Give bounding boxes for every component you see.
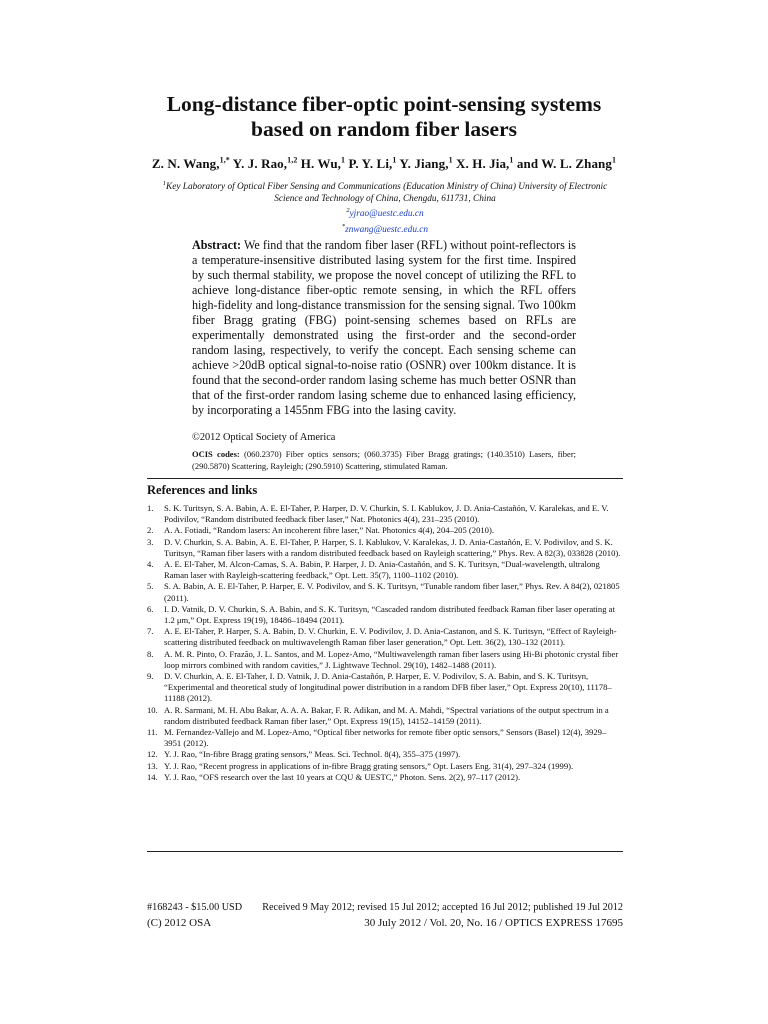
- author: Z. N. Wang,$^{1,*}$: [151, 156, 230, 172]
- osa-copyright: (C) 2012 OSA: [147, 917, 212, 929]
- reference-item: 5. S. A. Babin, A. E. El-Taher, P. Harper, E. V. Podivilov, and S. K. Turitsyn, “Tunable random fiber laser,” Phys. Rev. A 84(2), 021805 (2011).: [147, 581, 620, 603]
- reference-item: 8. A. M. R. Pinto, O. Frazão, J. L. Santos, and M. Lopez-Amo, “Multiwavelength raman fiber lasers using Hi-Bi photonic crystal fiber loop mirrors combined with random cavities,” J. Lightwave Technol. 29(10), 1482–1488 (2011).: [147, 648, 619, 670]
- reference-item: 4. A. E. El-Taher, M. Alcon-Camas, S. A. Babin, P. Harper, J. D. Ania-Castañón, and S. K. Turitsyn, “Dual-wavelength, ultralong Raman laser with Rayleigh-scattering feedback,” Opt. Lett. 35(7), 1100–1102 (2010).: [147, 559, 600, 581]
- abstract-label: Abstract:: [192, 238, 242, 252]
- reference-item: 6. I. D. Vatnik, D. V. Churkin, S. A. Babin, and S. K. Turitsyn, “Cascaded random distributed feedback Raman fiber laser operating at 1.2 μm,” Opt. Express 19(19), 18486–18494 (2011).: [147, 603, 615, 626]
- author: Y. J. Rao,$^{1,2}$: [232, 156, 298, 172]
- divider: [147, 851, 623, 852]
- author-list: [0, 156, 768, 172]
- paper-title: [0, 92, 768, 142]
- reference-item: 7. A. E. El-Taher, P. Harper, S. A. Babin, D. V. Churkin, E. V. Podivilov, J. D. Ania-Castanon, and S. K. Turitsyn, “Effect of Rayleigh-scattering distributed feedback on multiwavelength Raman fiber laser generation,” Opt. Lett. 36(2), 130–132 (2011).: [147, 626, 617, 648]
- article-id: #168243 - $15.00 USD: [147, 902, 243, 913]
- reference-item: 3. D. V. Churkin, S. A. Babin, A. E. El-Taher, P. Harper, S. I. Kablukov, V. Karalekas, J. D. Ania-Castañón, E. V. Podivilov, and S. K. Turitsyn, “Raman fiber lasers with a random distributed feedback based on Rayleigh scattering,” Phys. Rev. A 82(3), 033828 (2010).: [147, 536, 621, 558]
- author: Y. Jiang,$^1$: [399, 156, 453, 172]
- author: X. H. Jia,$^1$: [456, 156, 514, 172]
- email-link[interactable]: znwang@uestc.edu.cn: [345, 224, 429, 235]
- reference-item: 1. S. K. Turitsyn, S. A. Babin, A. E. El-Taher, P. Harper, D. V. Churkin, S. I. Kablukov, J. D. Ania-Castañón, V. Karalekas, and E. V. Podivilov, “Random distributed feedback fiber laser,” Nat. Photonics 4(4), 231–235 (2010).: [147, 503, 609, 525]
- ocis-codes: [192, 448, 576, 472]
- author: P. Y. Li,$^1$: [348, 156, 397, 172]
- reference-item: 13. Y. J. Rao, “Recent progress in applications of in-fibre Bragg grating sensors,” Opt. Lasers Eng. 31(4), 297–324 (1999).: [147, 760, 574, 771]
- journal-citation: 30 July 2012 / Vol. 20, No. 16 / OPTICS EXPRESS 17695: [364, 917, 623, 929]
- ocis-label: OCIS codes:: [192, 449, 240, 459]
- reference-item: 9. D. V. Churkin, A. E. El-Taher, I. D. Vatnik, J. D. Ania-Castañón, P. Harper, E. V. Podivilov, S. A. Babin, and S. K. Turitsyn, “Experimental and theoretical study of longitudinal power distribution in a random DFB fiber laser,” Opt. Express 20(10), 11178–11188 (2012).: [147, 671, 612, 704]
- reference-item: 14. Y. J. Rao, “OFS research over the last 10 years at CQU & UESTC,” Photon. Sens. 2(2), 97–117 (2012).: [147, 771, 521, 782]
- divider: [147, 478, 623, 479]
- author: and W. L. Zhang$^1$: [516, 156, 617, 172]
- email-line-2: *znwang@uestc.edu.cn: [341, 222, 429, 235]
- title-line-1: Long-distance fiber-optic point-sensing systems: [166, 92, 602, 116]
- reference-item: 2. A. A. Fotiadi, “Random lasers: An incoherent fibre laser,” Nat. Photonics 4(4), 204–205 (2010).: [147, 525, 494, 536]
- received-dates: Received 9 May 2012; revised 15 Jul 2012; accepted 16 Jul 2012; published 19 Jul 2012: [262, 902, 623, 913]
- references-heading: References and links: [147, 483, 258, 497]
- reference-item: 10. A. R. Sarmani, M. H. Abu Bakar, A. A. A. Bakar, F. R. Adikan, and M. A. Mahdi, “Spectral variations of the output spectrum in a random distributed feedback Raman fiber laser,” Opt. Express 19(15), 14152–14159 (2011).: [147, 704, 609, 726]
- abstract-text: We find that the random fiber laser (RFL) without point-reflectors is a temperature-insensitive distributed lasing system for the first time. Inspired by such thermal stability, we propose the novel concept of utilizing the RFL to achieve long-distance fiber-optic remote sensing, in which the RFL offers high-fidelity and long-distance transmission for the sensing signal. Two 100km fiber Bragg grating (FBG) point-sensing schemes based on RFLs are experimentally demonstrated using the first-order and the second-order random lasing, respectively, to verify the concept. Each sensing scheme can achieve >20dB optical signal-to-noise ratio (OSNR) over 100km distance. It is found that the second-order random lasing scheme has much better OSNR than that of the first-order random lasing scheme due to enhanced lasing efficiency, by incorporating a 1455nm FBG into the lasing cavity.: [192, 238, 577, 417]
- abstract: [192, 238, 576, 418]
- reference-item: 11. M. Fernandez-Vallejo and M. Lopez-Amo, “Optical fiber networks for remote fiber optic sensors,” Sensors (Basel) 12(4), 3929–3951 (2012).: [147, 727, 607, 749]
- reference-list: [147, 503, 623, 783]
- ocis-text: (060.2370) Fiber optics sensors; (060.3735) Fiber Bragg gratings; (140.3510) Lasers, fiber; (290.5870) Scattering, Rayleigh; (290.5910) Scattering, stimulated Raman.: [192, 449, 577, 471]
- title-line-2: based on random fiber lasers: [251, 117, 517, 141]
- affiliation-block: [150, 178, 620, 236]
- email-line-1: $^2$yjrao@uestc.edu.cn: [346, 207, 424, 220]
- affiliation-text: $^1$Key Laboratory of Optical Fiber Sensing and Communications (Education Ministry of China) University of Electronic Science and Technology of China, Chengdu, 611731, China: [162, 180, 608, 204]
- author: H. Wu,$^1$: [300, 156, 346, 172]
- copyright-notice: ©2012 Optical Society of America: [192, 432, 336, 443]
- reference-item: 12. Y. J. Rao, “In-fibre Bragg grating sensors,” Meas. Sci. Technol. 8(4), 355–375 (1997).: [147, 749, 461, 760]
- email-link[interactable]: yjrao@uestc.edu.cn: [349, 209, 424, 220]
